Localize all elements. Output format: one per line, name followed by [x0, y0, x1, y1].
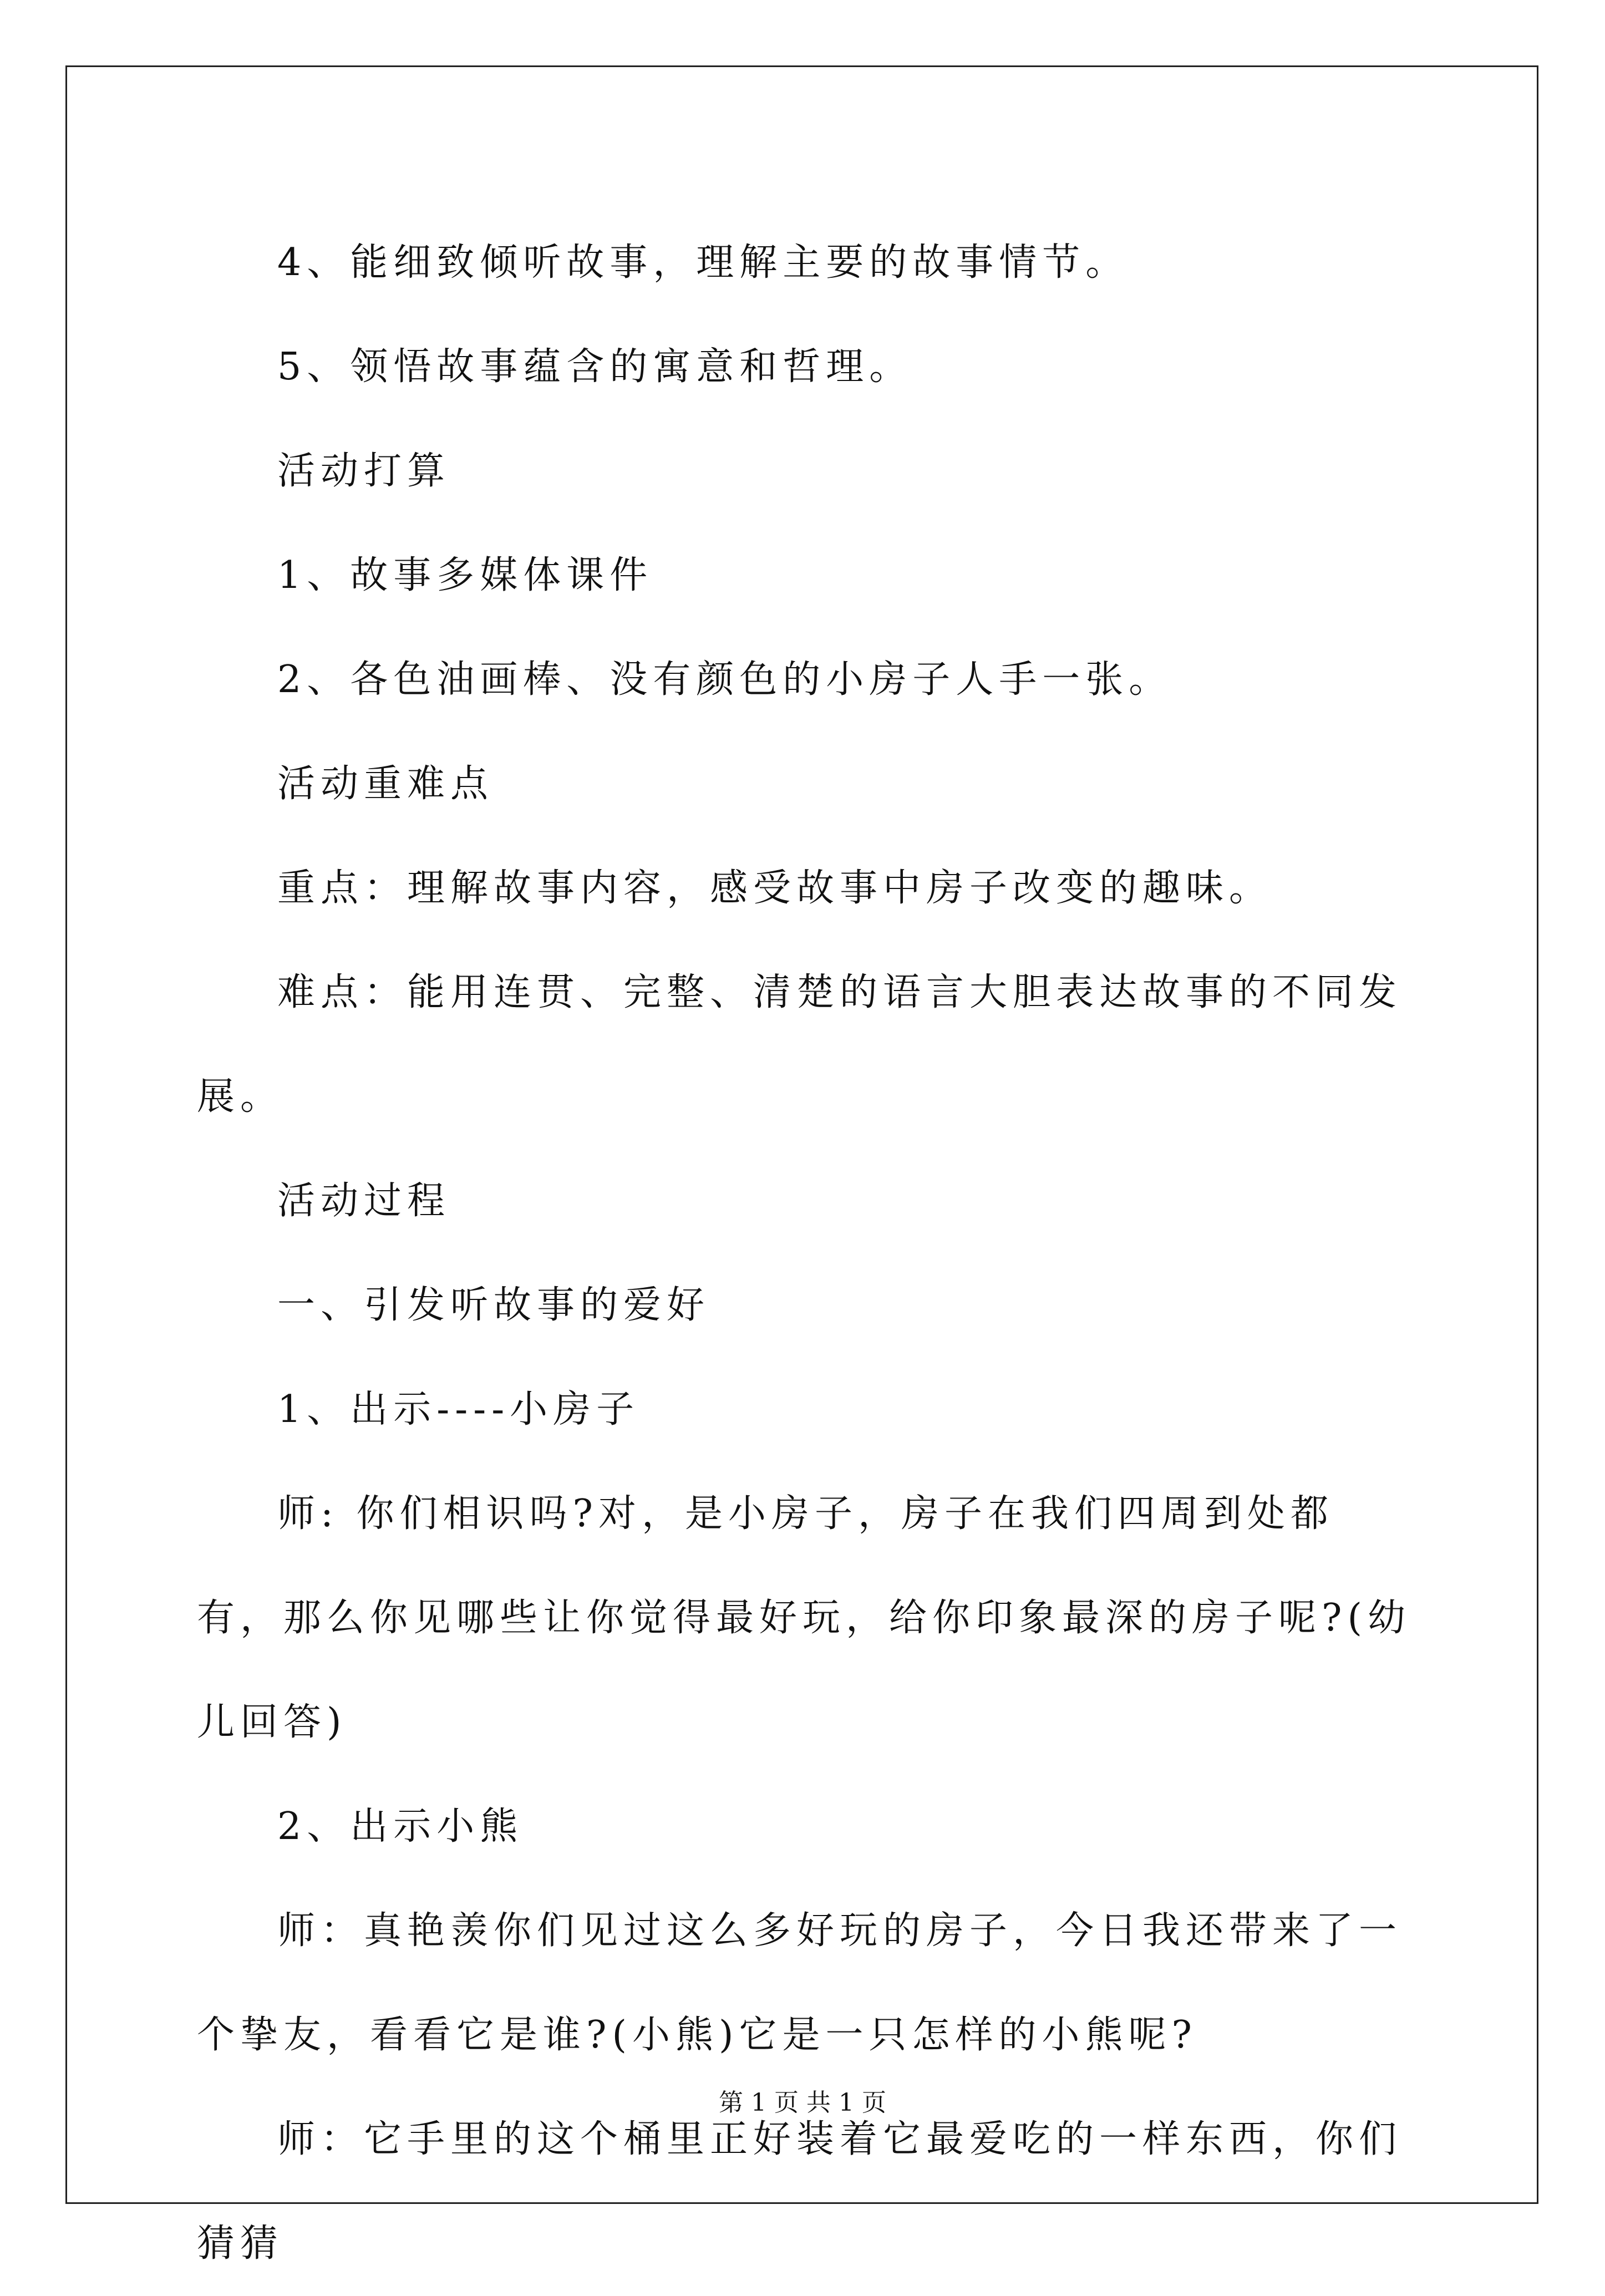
paragraph-goal-5: 5、领悟故事蕴含的寓意和哲理。	[277, 345, 913, 389]
paragraph-teacher-house-question: 师: 你们相识吗?对，是小房子，房子在我们四周到处都有，那么你见哪些让你觉得最好玩，给你印象最深的房子呢?(幼儿回答)	[197, 1492, 1411, 1744]
paragraph-teacher-bucket-guess: 师：它手里的这个桶里正好装着它最爱吃的一样东西，你们猜猜	[197, 2117, 1403, 2265]
page-footer: 第 1 页 共 1 页	[719, 2089, 886, 2117]
heading-key-difficult-points: 活动重难点	[277, 762, 494, 806]
heading-activity-preparation: 活动打算	[277, 449, 451, 493]
paragraph-teacher-bear-intro: 师：真艳羡你们见过这么多好玩的房子，今日我还带来了一个挚友，看看它是谁?(小熊)它是一只怎样的小熊呢?	[197, 1909, 1403, 2057]
paragraph-step-one: 一、引发听故事的爱好	[277, 1283, 710, 1327]
paragraph-show-house: 1、出示----小房子	[277, 1388, 640, 1431]
paragraph-prep-2: 2、各色油画棒、没有颜色的小房子人手一张。	[277, 658, 1172, 702]
paragraph-prep-1: 1、故事多媒体课件	[277, 553, 653, 597]
paragraph-difficult-point: 难点：能用连贯、完整、清楚的语言大胆表达故事的不同发展。	[197, 971, 1403, 1119]
heading-activity-process: 活动过程	[277, 1179, 451, 1223]
document-body	[197, 211, 1417, 2296]
paragraph-key-point: 重点：理解故事内容，感受故事中房子改变的趣味。	[277, 866, 1273, 910]
paragraph-goal-4: 4、能细致倾听故事，理解主要的故事情节。	[277, 241, 1129, 285]
paragraph-show-bear: 2、出示小熊	[277, 1805, 524, 1848]
